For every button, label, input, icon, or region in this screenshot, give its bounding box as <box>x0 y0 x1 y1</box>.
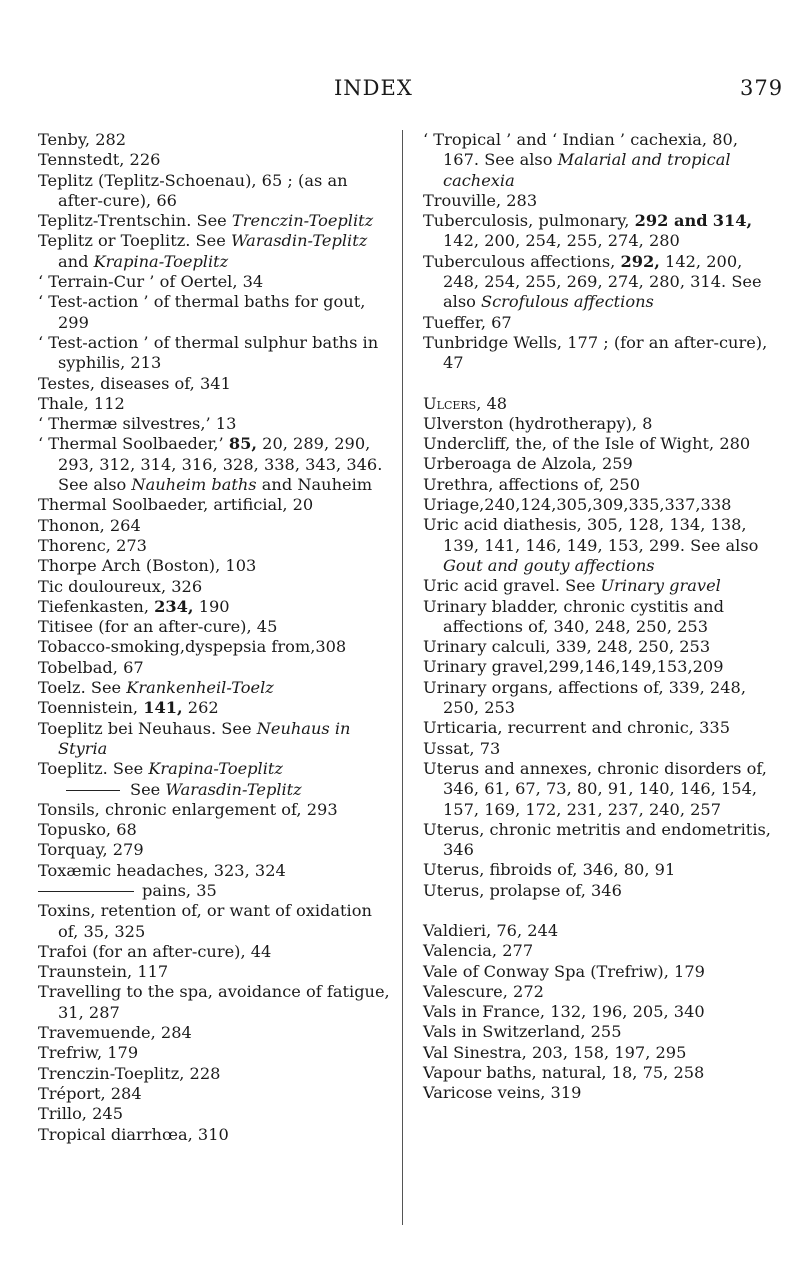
index-entry: ‘ Terrain-Cur ’ of Oertel, 34 <box>38 272 264 292</box>
index-entry: Tiefenkasten, 234, 190 <box>38 596 230 616</box>
index-entry: Undercliff, the, of the Isle of Wight, 280 <box>423 434 751 454</box>
index-entry: Tueffer, 67 <box>423 312 512 332</box>
index-entry: Toelz. See Krankenheil-Toelz <box>38 678 274 698</box>
index-entry: Tropical diarrhœa, 310 <box>38 1124 229 1144</box>
index-entry: Uric acid gravel. See Urinary gravel <box>423 576 721 596</box>
index-entry: Tuberculosis, pulmonary, 292 and 314, 142, 200, 254, 255, 274, 280 <box>423 211 753 251</box>
index-entry: Vals in Switzerland, 255 <box>423 1022 622 1042</box>
index-entry: Valescure, 272 <box>423 981 544 1001</box>
index-entry: Urinary organs, affections of, 339, 248, 250, 253 <box>423 677 746 718</box>
index-entry: Teplitz-Trentschin. See Trenczin-Toeplitz <box>38 211 374 231</box>
index-entry: Uriage,240,124,305,309,335,337,338 <box>423 495 732 515</box>
index-entry: Thorenc, 273 <box>38 535 147 555</box>
index-entry: Testes, diseases of, 341 <box>38 373 231 393</box>
section-gap <box>423 901 773 921</box>
index-entry: Toennistein, 141, 262 <box>38 698 219 718</box>
index-entry: Uterus, fibroids of, 346, 80, 91 <box>423 860 676 880</box>
index-entry: Toxins, retention of, or want of oxidation of, 35, 325 <box>38 901 372 941</box>
index-entry: Tenby, 282 <box>38 130 127 149</box>
index-entry: Urinary calculi, 339, 248, 250, 253 <box>423 637 711 657</box>
index-entry: Ulcers, 48 <box>423 393 508 413</box>
index-entry: Teplitz or Toeplitz. See Warasdin-Teplitz and Krapina-Toeplitz <box>38 231 368 271</box>
index-entry: ‘ Tropical ’ and ‘ Indian ’ cachexia, 80, 167. See also Malarial and tropical cachexia <box>423 130 738 190</box>
right-column <box>423 130 773 1104</box>
left-column <box>38 130 390 1145</box>
index-entry: Urethra, affections of, 250 <box>423 474 641 494</box>
index-entry: Torquay, 279 <box>38 840 144 860</box>
index-entry: Urinary bladder, chronic cystitis and affections of, 340, 248, 250, 253 <box>423 596 724 636</box>
index-entry: Tobacco-smoking,dyspepsia from,308 <box>38 637 347 657</box>
index-entry: ‘ Thermal Soolbaeder,’ 85, 20, 289, 290, 293, 312, 314, 316, 328, 338, 343, 346. See also Nauheim baths and Nauheim <box>38 434 383 495</box>
index-entry: pains, 35 <box>38 881 390 901</box>
index-entry: Tic douloureux, 326 <box>38 576 203 596</box>
index-entry: Urberoaga de Alzola, 259 <box>423 454 633 474</box>
index-entry: Tonsils, chronic enlargement of, 293 <box>38 799 338 819</box>
index-entry: ‘ Thermæ silvestres,’ 13 <box>38 414 237 434</box>
index-entry: Uric acid diathesis, 305, 128, 134, 138, 139, 141, 146, 149, 153, 299. See also Gout and gouty affections <box>423 515 759 575</box>
index-entry: Travelling to the spa, avoidance of fatigue, 31, 287 <box>38 982 390 1022</box>
index-entry: Toeplitz bei Neuhaus. See Neuhaus in Styria <box>38 718 351 758</box>
index-entry: Tuberculous affections, 292, 142, 200, 248, 254, 255, 269, 274, 280, 314. See also Scrofulous affections <box>423 251 762 312</box>
index-entry: Vapour baths, natural, 18, 75, 258 <box>423 1063 705 1083</box>
index-entry: Trouville, 283 <box>423 190 538 210</box>
index-entry: ‘ Test-action ’ of thermal sulphur baths in syphilis, 213 <box>38 332 379 373</box>
index-entry: Varicose veins, 319 <box>423 1083 582 1103</box>
index-entry: Toeplitz. See Krapina-Toeplitz <box>38 759 283 779</box>
index-entry: Tréport, 284 <box>38 1083 142 1103</box>
index-entry: Trillo, 245 <box>38 1104 124 1124</box>
index-entry: Tunbridge Wells, 177 ; (for an after-cure), 47 <box>423 332 768 373</box>
index-entry: Urticaria, recurrent and chronic, 335 <box>423 718 730 738</box>
index-entry: Trafoi (for an after-cure), 44 <box>38 941 272 961</box>
index-entry: ‘ Test-action ’ of thermal baths for gout, 299 <box>38 292 366 332</box>
page-header <box>0 76 801 106</box>
page-number: 379 <box>740 76 784 100</box>
index-entry: Urinary gravel,299,146,149,153,209 <box>423 657 724 677</box>
index-entry: Topusko, 68 <box>38 820 137 840</box>
index-entry: Ulverston (hydrotherapy), 8 <box>423 413 653 433</box>
index-entry: Uterus and annexes, chronic disorders of, 346, 61, 67, 73, 80, 91, 140, 146, 154, 157, 169, 172, 231, 237, 240, 257 <box>423 758 767 819</box>
ditto-rule <box>66 790 120 791</box>
index-entry: Teplitz (Teplitz-Schoenau), 65 ; (as an after-cure), 66 <box>38 170 348 210</box>
index-entry: Tobelbad, 67 <box>38 657 144 677</box>
index-entry: Thonon, 264 <box>38 515 141 535</box>
index-entry: See Warasdin-Teplitz <box>38 780 390 800</box>
page-title: INDEX <box>334 76 413 100</box>
index-entry: Trenczin-Toeplitz, 228 <box>38 1063 221 1083</box>
index-entry: Vals in France, 132, 196, 205, 340 <box>423 1002 705 1022</box>
index-entry: Thermal Soolbaeder, artificial, 20 <box>38 495 314 515</box>
index-entry: Ussat, 73 <box>423 738 501 758</box>
section-gap <box>423 374 773 394</box>
index-entry: Traunstein, 117 <box>38 962 169 982</box>
ditto-rule <box>38 891 134 892</box>
index-entry: Thale, 112 <box>38 393 125 413</box>
index-entry: Thorpe Arch (Boston), 103 <box>38 556 257 576</box>
index-entry: Val Sinestra, 203, 158, 197, 295 <box>423 1042 687 1062</box>
index-entry: Valencia, 277 <box>423 941 534 961</box>
index-entry: Travemuende, 284 <box>38 1023 192 1043</box>
index-entry: Uterus, prolapse of, 346 <box>423 880 622 900</box>
index-entry: Valdieri, 76, 244 <box>423 920 559 940</box>
index-entry: Vale of Conway Spa (Trefriw), 179 <box>423 961 705 981</box>
index-entry: Titisee (for an after-cure), 45 <box>38 617 278 637</box>
index-entry: Trefriw, 179 <box>38 1043 139 1063</box>
index-entry: Tennstedt, 226 <box>38 150 161 170</box>
column-divider <box>402 130 403 1225</box>
index-entry: Toxæmic headaches, 323, 324 <box>38 860 286 880</box>
index-entry: Uterus, chronic metritis and endometritis, 346 <box>423 819 771 860</box>
